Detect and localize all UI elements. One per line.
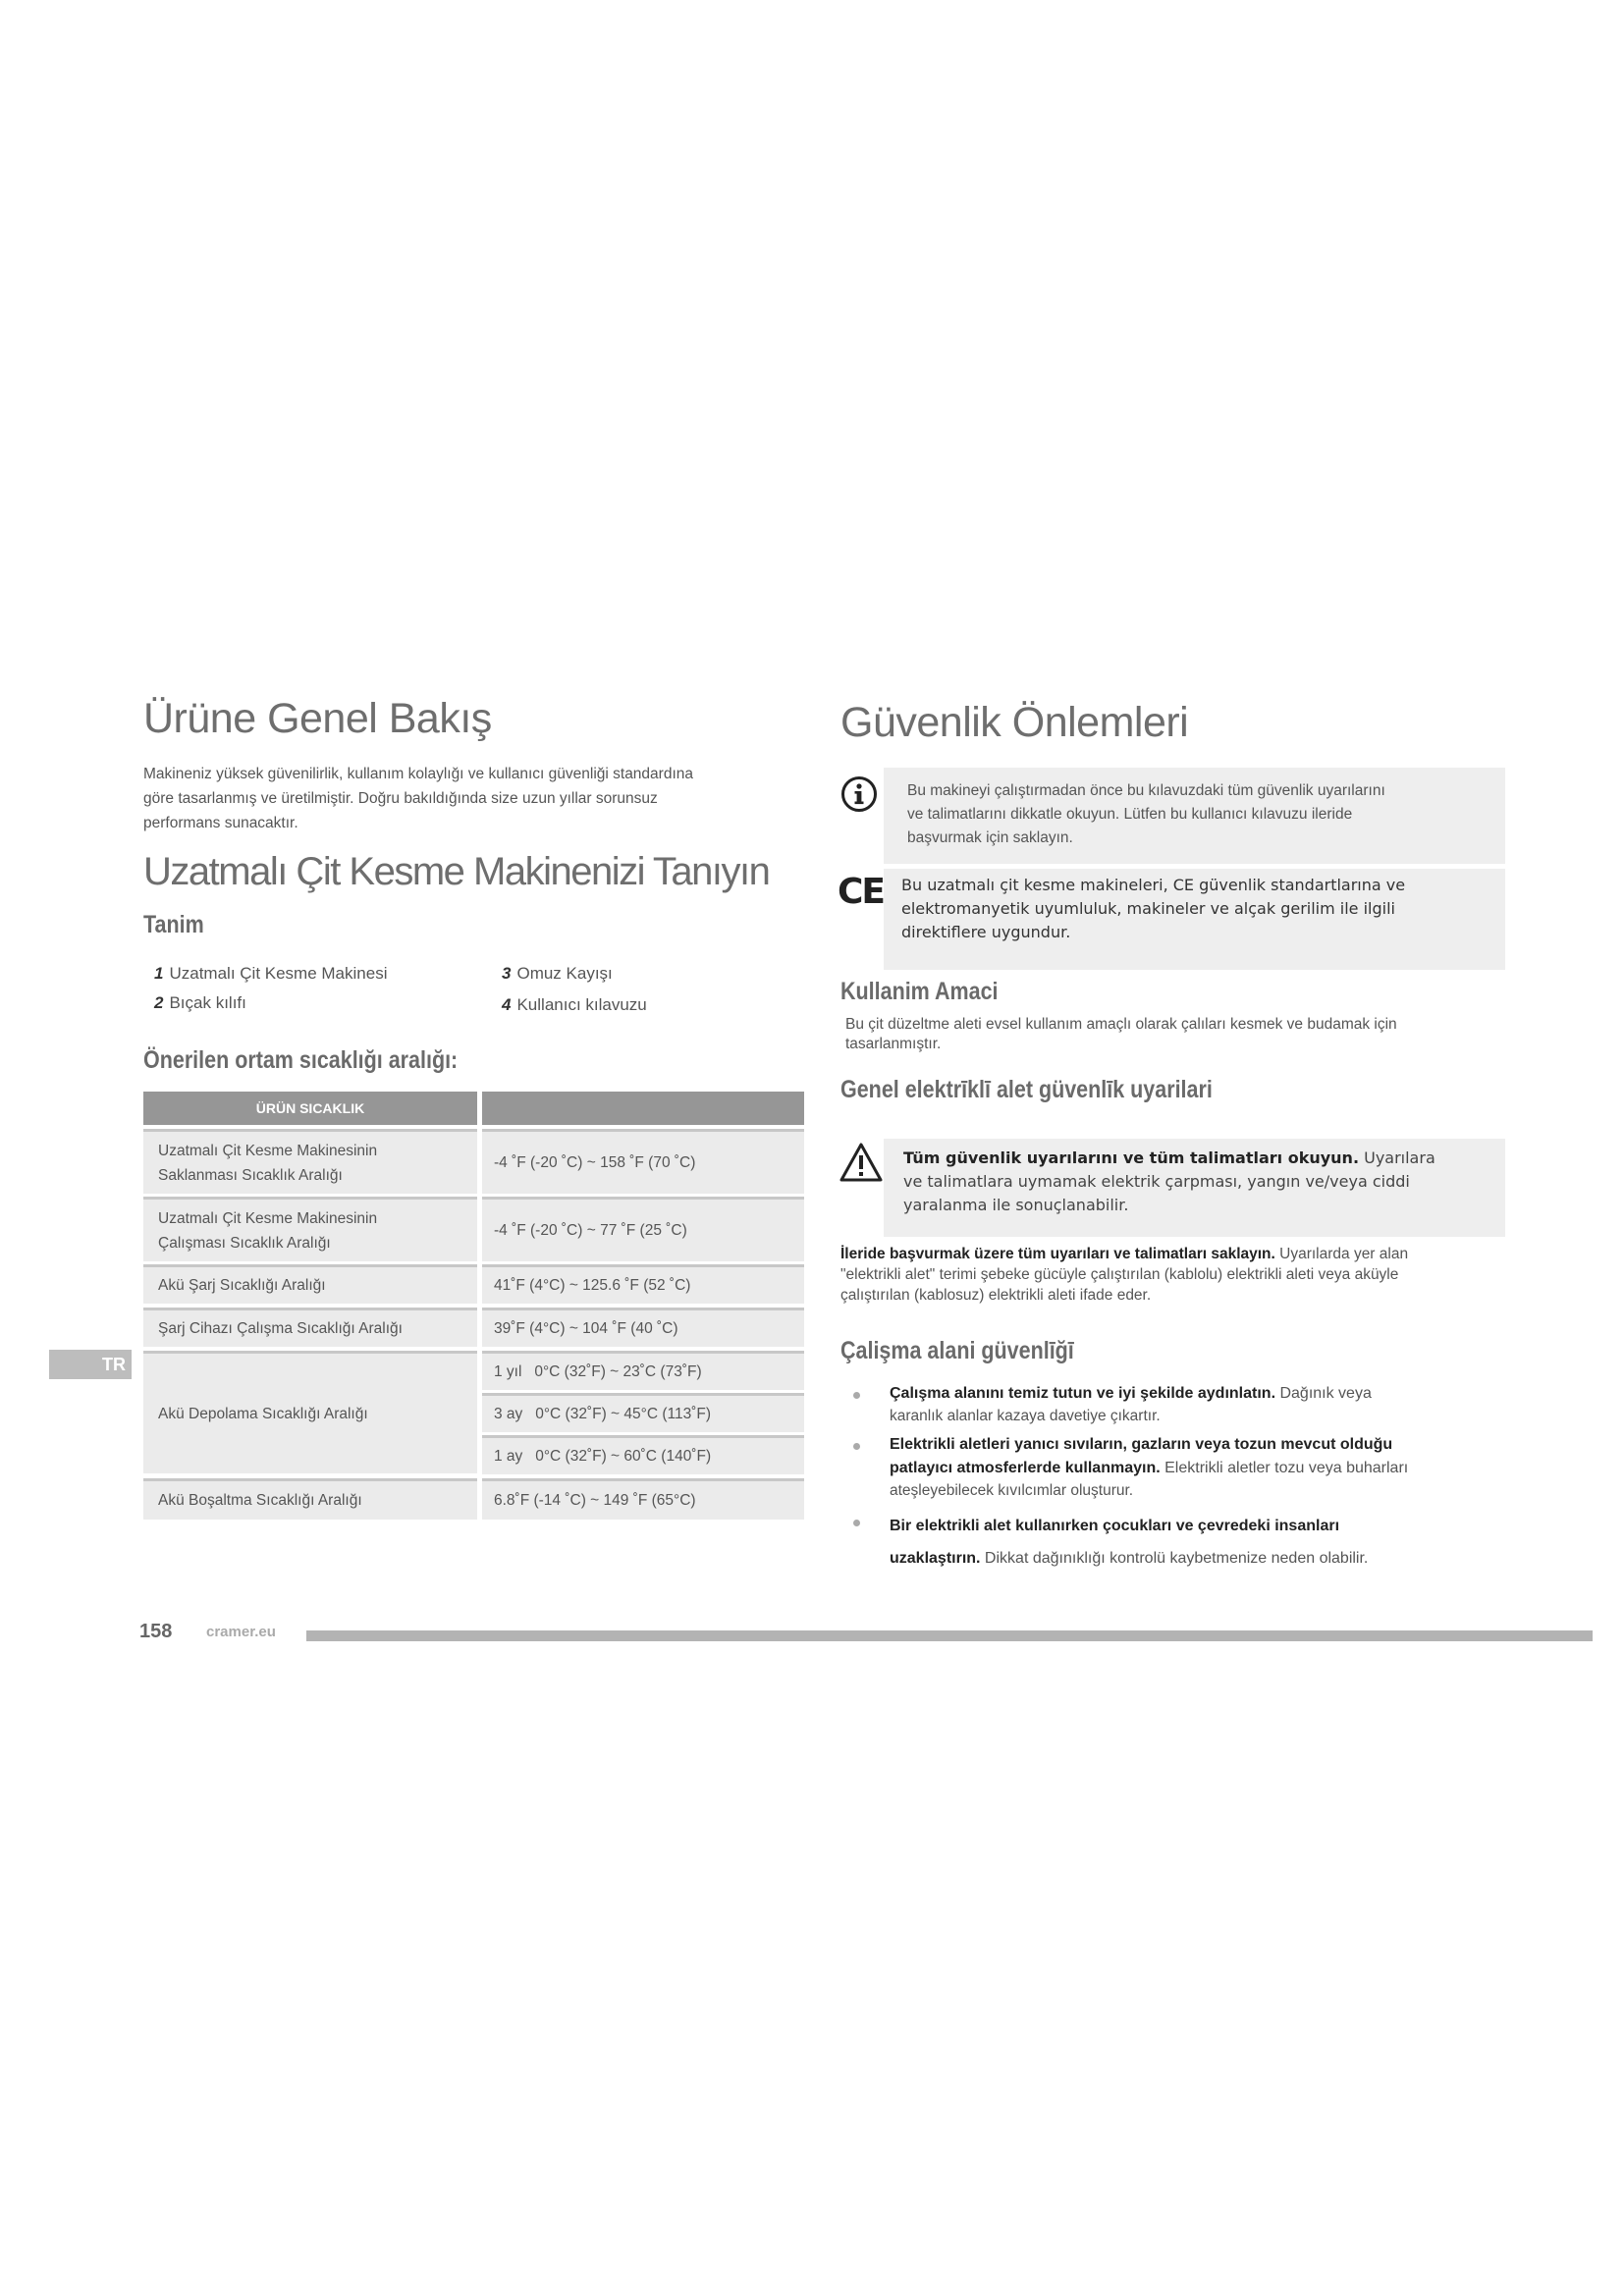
- table-row-value: 1 ay 0°C (32˚F) ~ 60˚C (140˚F): [482, 1435, 804, 1474]
- know-title: Uzatmalı Çit Kesme Makinenizi Tanıyın: [143, 850, 770, 893]
- overview-line: Makineniz yüksek güvenilirlik, kullanım kolaylığı ve kullanıcı güvenliği standardına: [143, 766, 693, 782]
- footer-site: cramer.eu: [206, 1624, 276, 1640]
- safety-title: Güvenlik Önlemleri: [840, 699, 1189, 746]
- table-row-label: Uzatmalı Çit Kesme Makinesinin Saklanması Sıcaklık Aralığı: [143, 1129, 477, 1194]
- warning-triangle-icon: [839, 1142, 884, 1188]
- part-item-3: 3 Omuz Kayışı: [502, 964, 613, 983]
- table-header: ÜRÜN SICAKLIK: [143, 1092, 477, 1125]
- tanim-heading: Tanim: [143, 911, 204, 938]
- bullet-dot: [853, 1520, 860, 1526]
- table-row-value: 1 yıl 0°C (32˚F) ~ 23˚C (73˚F): [482, 1351, 804, 1390]
- overview-line: performans sunacaktır.: [143, 815, 298, 831]
- page-number: 158: [139, 1621, 173, 1642]
- table-row-label: Akü Boşaltma Sıcaklığı Aralığı: [143, 1478, 477, 1520]
- table-row-value: 41˚F (4°C) ~ 125.6 ˚F (52 ˚C): [482, 1264, 804, 1304]
- table-row-value: 3 ay 0°C (32˚F) ~ 45°C (113˚F): [482, 1393, 804, 1432]
- intended-use-text: Bu çit düzeltme aleti evsel kullanım amaçlı olarak çalıları kesmek ve budamak için tasarlanmıştır.: [845, 1016, 1397, 1052]
- table-row-value: 6.8˚F (-14 ˚C) ~ 149 ˚F (65°C): [482, 1478, 804, 1520]
- overview-line: göre tasarlanmış ve üretilmiştir. Doğru bakıldığında size uzun yıllar sorunsuz: [143, 790, 658, 807]
- part-item-2: 2 Bıçak kılıfı: [154, 993, 246, 1012]
- overview-text: [143, 762, 831, 835]
- table-row-label: Şarj Cihazı Çalışma Sıcaklığı Aralığı: [143, 1308, 477, 1347]
- ce-box-text: Bu uzatmalı çit kesme makineleri, CE güvenlik standartlarına ve elektromanyetik uyumluluk, makineler ve alçak gerilim ile ilgili direktiflere uygundur.: [901, 876, 1406, 941]
- ce-mark-icon: CE: [838, 872, 885, 912]
- info-icon: [840, 775, 878, 818]
- table-row-value: -4 ˚F (-20 ˚C) ~ 158 ˚F (70 ˚C): [482, 1129, 804, 1194]
- table-header-empty: [482, 1092, 804, 1125]
- temp-heading: Önerilen ortam sıcaklığı aralığı:: [143, 1046, 459, 1074]
- part-item-4: 4 Kullanıcı kılavuzu: [502, 995, 647, 1014]
- intended-use-heading: Kullanim Amaci: [840, 978, 999, 1005]
- table-row-label: Akü Şarj Sıcaklığı Aralığı: [143, 1264, 477, 1304]
- overview-title: Ürüne Genel Bakış: [143, 695, 492, 742]
- bullet-item-2: Elektrikli aletleri yanıcı sıvıların, gazların veya tozun mevcut olduğu patlayıcı atmosferlerde kullanmayın. Elektrikli aletler tozu veya buharları ateşleyebilecek kıvılcımlar oluşturur.: [890, 1436, 1409, 1499]
- bullet-item-1: Çalışma alanını temiz tutun ve iyi şekilde aydınlatın. Dağınık veya karanlık alanlar kazaya davetiye çıkartır.: [890, 1385, 1372, 1424]
- footer-bar: [306, 1630, 1593, 1641]
- table-row-value: 39˚F (4°C) ~ 104 ˚F (40 ˚C): [482, 1308, 804, 1347]
- language-tab-label: TR: [102, 1354, 126, 1374]
- work-area-heading: Çalişma alani güvenlīğī: [840, 1337, 1074, 1364]
- language-tab: [49, 1350, 132, 1379]
- warning-box-text: Tüm güvenlik uyarılarını ve tüm talimatları okuyun. Uyarılara ve talimatlara uymamak elektrik çarpması, yangın ve/veya ciddi yaralanma ile sonuçlanabilir.: [903, 1148, 1435, 1214]
- part-item-1: 1 Uzatmalı Çit Kesme Makinesi: [154, 964, 388, 983]
- table-row-label: Akü Depolama Sıcaklığı Aralığı: [143, 1351, 477, 1473]
- save-instructions: İleride başvurmak üzere tüm uyarıları ve talimatları saklayın. Uyarılarda yer alan "elektrikli alet" terimi şebeke gücüyle çalıştırılan (kablolu) elektrikli aleti veya aküyle çalıştırılan (kablosuz) elektrikli aleti ifade eder.: [840, 1246, 1409, 1304]
- bullet-item-3: Bir elektrikli alet kullanırken çocukları ve çevredeki insanları uzaklaştırın. Dikkat dağınıklığı kontrolü kaybetmenize neden olabilir.: [890, 1518, 1369, 1567]
- bullet-dot: [853, 1443, 860, 1450]
- table-row-value: -4 ˚F (-20 ˚C) ~ 77 ˚F (25 ˚C): [482, 1197, 804, 1261]
- general-warnings-heading: Genel elektrīklī alet güvenlīk uyarilari: [840, 1076, 1213, 1103]
- bullet-dot: [853, 1392, 860, 1399]
- table-row-label: Uzatmalı Çit Kesme Makinesinin Çalışması Sıcaklık Aralığı: [143, 1197, 477, 1261]
- info-box-text: Bu makineyi çalıştırmadan önce bu kılavuzdaki tüm güvenlik uyarılarını ve talimatlarını dikkatle okuyun. Lütfen bu kullanıcı kılavuzu ileride başvurmak için saklayın.: [907, 782, 1385, 846]
